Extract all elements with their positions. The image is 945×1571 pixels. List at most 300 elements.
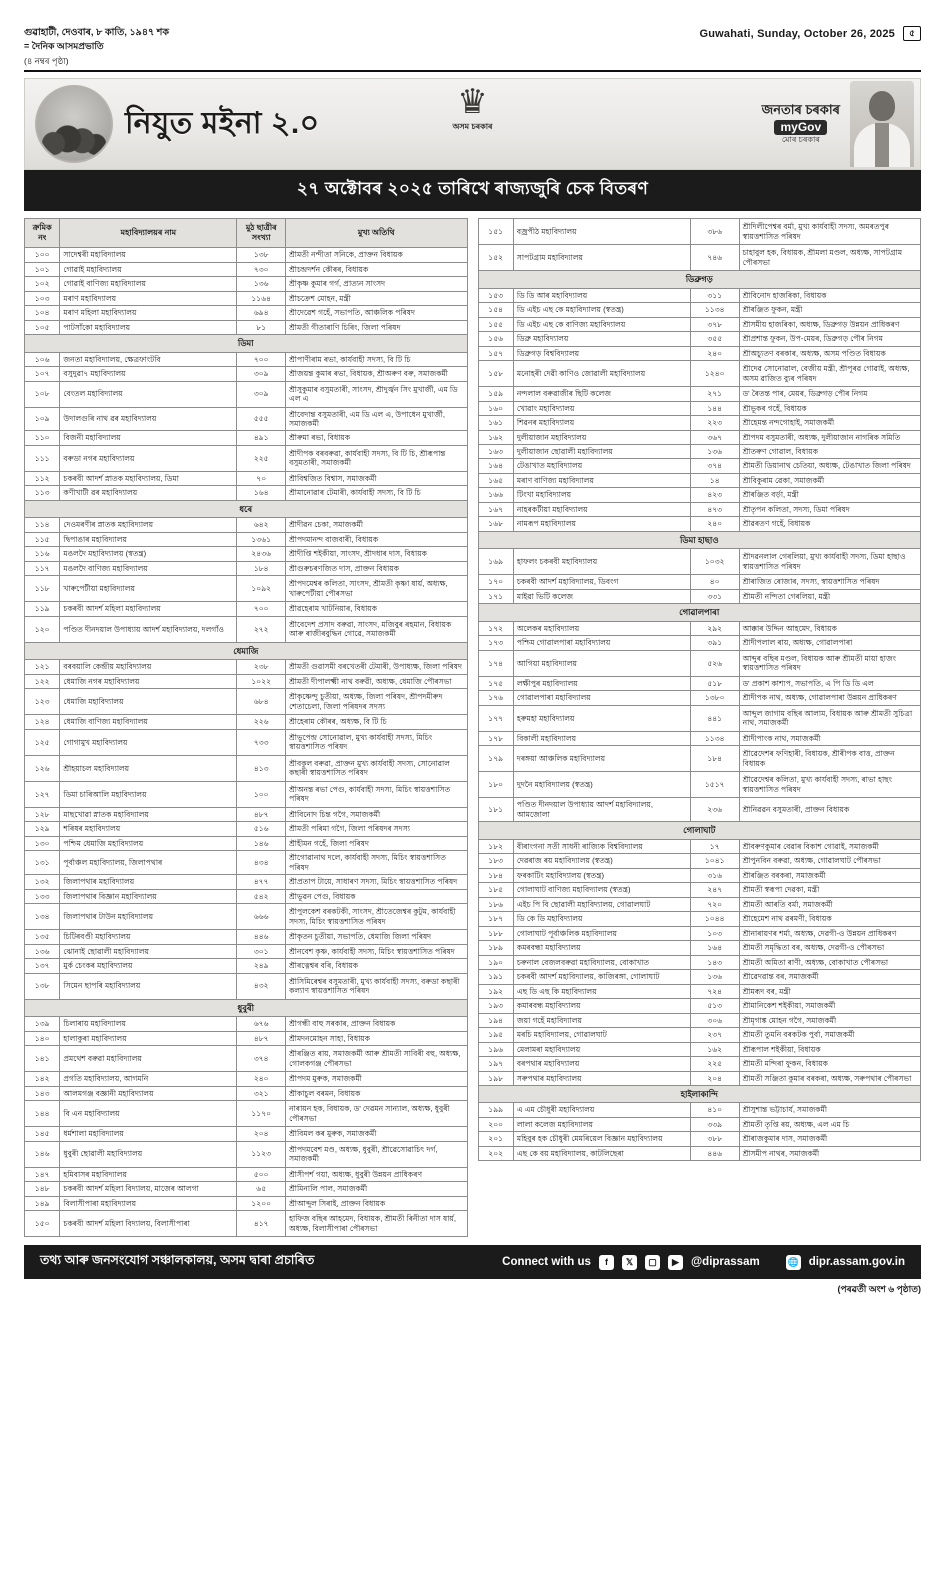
cell-chief-guest: শ্ৰীদৱনলাল গেৰলিয়া, মুখ্য কাৰ্যবাহী সদস্য, ডিমা হাছাও স্বায়ত্তশাসিত পৰিষদ: [739, 549, 920, 575]
cell-sl: ১৫৭: [478, 346, 513, 360]
cell-student-count: ১৩৬: [690, 444, 739, 458]
cell-sl: ১৪১: [25, 1046, 60, 1072]
cell-chief-guest: শ্ৰীবেদেশ প্ৰসাদ বৰুৱা, সাংসদ, মজিবুৰ ৰহমান, বিধায়ক আৰু ৰাজীৰবুদ্ধিন গোৱে, সমাজকৰ্মী: [286, 616, 467, 642]
cell-sl: ১৯১: [478, 970, 513, 984]
table-row: [25, 1017, 468, 1031]
table-row: [25, 729, 468, 755]
cell-chief-guest: শ্ৰীভূকৰ গহেঁ, বিধায়ক: [739, 401, 920, 415]
cell-sl: ১৪০: [25, 1031, 60, 1045]
cell-sl: ১৭০: [478, 575, 513, 589]
table-row: [25, 445, 468, 471]
cell-college-name: মাছখোৱা স্নাতক মহাবিদ্যালয়: [60, 807, 237, 821]
cell-student-count: ৪৪৬: [237, 930, 286, 944]
cell-chief-guest: শ্ৰীহীমন গহেঁ, জিলা পৰিষদ: [286, 836, 467, 850]
table-row: [478, 854, 921, 868]
cell-college-name: চিলাৰায় মহাবিদ্যালয়: [60, 1017, 237, 1031]
district-name: ডিমা: [25, 335, 468, 353]
cell-college-name: বিকালী মহাবিদ্যালয়: [513, 731, 690, 745]
cell-chief-guest: শ্ৰীৱেদৱান্ত বৰ, সমাজকৰ্মী: [739, 970, 920, 984]
cell-student-count: ৪৪১: [690, 705, 739, 731]
scheme-title: নিযুত মইনা ২.০: [125, 106, 320, 140]
cell-college-name: শ্ৰীহয়াচল মহাবিদ্যালয়: [60, 755, 237, 781]
cell-college-name: জিলাপথাৰ মহাবিদ্যালয়: [60, 875, 237, 889]
cell-student-count: ৪০: [690, 575, 739, 589]
cell-college-name: বৰুডা নগৰ মহাবিদ্যালয়: [60, 445, 237, 471]
cell-sl: ১১৬: [25, 547, 60, 561]
cell-college-name: দেওমৰণীৰ স্নাতক মহাবিদ্যালয়: [60, 518, 237, 532]
cell-sl: ১০৬: [25, 352, 60, 366]
cell-college-name: পশ্চিম ধেমাজি মহাবিদ্যালয়: [60, 836, 237, 850]
cell-sl: ১৩৪: [25, 904, 60, 930]
header-count: মুঠ ছাত্ৰীৰ সংখ্যা: [237, 219, 286, 248]
cell-student-count: ২০৪: [690, 1071, 739, 1085]
table-row: [25, 306, 468, 320]
cell-student-count: ১৬২: [690, 1042, 739, 1056]
table-row: [478, 746, 921, 772]
table-row: [25, 367, 468, 381]
cell-college-name: বেংতল মহাবিদ্যালয়: [60, 381, 237, 407]
cell-sl: ১৬৮: [478, 517, 513, 531]
table-row: [478, 502, 921, 516]
cell-sl: ১৬১: [478, 416, 513, 430]
cell-sl: ১৪৬: [25, 1141, 60, 1167]
cell-college-name: বসুদুৱা৭ মহাবিদ্যালয়: [60, 367, 237, 381]
cell-student-count: ২৩৬: [690, 798, 739, 822]
cell-college-name: কমৰবন্ধা মহাবিদ্যালয়: [513, 941, 690, 955]
cell-chief-guest: শ্ৰীমতী পৰিমা গগৈ, জিলা পৰিষদৰ সদস্য: [286, 822, 467, 836]
cell-college-name: দুলীয়াজান ছোৱালী মহাবিদ্যালয়: [513, 444, 690, 458]
cell-student-count: ৭০: [237, 471, 286, 485]
cell-student-count: ৩০৯: [237, 367, 286, 381]
cell-sl: ১১৯: [25, 602, 60, 616]
cell-chief-guest: শ্ৰীৰঞ্জিত বৰ্ড়া, মন্ত্ৰী: [739, 488, 920, 502]
cell-student-count: ২৪৯: [237, 959, 286, 973]
youtube-icon[interactable]: ▶: [668, 1255, 683, 1270]
banner-left: [35, 85, 320, 163]
cell-sl: ১৪৪: [25, 1101, 60, 1127]
cell-college-name: মহিবুৰ হক চৌধুৰী মেমৰিয়েল বিজ্ঞান মহাবিদ্যালয়: [513, 1132, 690, 1146]
cell-student-count: ৫০০: [237, 1167, 286, 1181]
cell-sl: ১৯০: [478, 955, 513, 969]
table-row: [478, 430, 921, 444]
cell-student-count: ১১৭০: [237, 1101, 286, 1127]
cell-chief-guest: শ্ৰীবিনোদ চিন্ত গগৈ, সমাজকৰ্মী: [286, 807, 467, 821]
table-row: [478, 1132, 921, 1146]
table-row: [25, 1182, 468, 1196]
table-row: [25, 807, 468, 821]
cell-student-count: ৬৭৬: [237, 1017, 286, 1031]
cell-student-count: ২৩৮: [237, 660, 286, 674]
cell-student-count: ১০২২: [237, 674, 286, 688]
emblem-caption: অসম চৰকাৰ: [452, 122, 493, 132]
cell-sl: ১০২: [25, 277, 60, 291]
cell-student-count: ১৩৬: [690, 970, 739, 984]
table-row: [25, 248, 468, 262]
cell-sl: ১৪৫: [25, 1127, 60, 1141]
cell-student-count: ১৩৮০: [690, 691, 739, 705]
cell-sl: ১১৫: [25, 532, 60, 546]
cell-college-name: লক্ষীপুৰ মহাবিদ্যালয়: [513, 676, 690, 690]
cell-chief-guest: শ্ৰীবিকুৰাম ৱেকা, সমাজকৰ্মী: [739, 473, 920, 487]
table-row: [25, 1196, 468, 1210]
cell-college-name: ডি এইচ এছ কে মহাবিদ্যালয় (স্বতন্ত্ৰ): [513, 303, 690, 317]
table-row: [25, 291, 468, 305]
table-row: [25, 836, 468, 850]
cell-college-name: মনোহৰী দেৱী কাণিও জোৱালী মহাবিদ্যালয়: [513, 361, 690, 387]
cell-student-count: ২২৩: [690, 416, 739, 430]
header-sl: ক্ৰমিক নং: [25, 219, 60, 248]
district-header-row: [478, 531, 921, 549]
cell-sl: ১৯৬: [478, 1042, 513, 1056]
cell-college-name: পণ্ডিত দীনদয়াল উপাধ্যায় আদৰ্শ মহাবিদ্যালয়, আমজোলা: [513, 798, 690, 822]
cell-chief-guest: শ্ৰীআব্দুল সিৰাই, প্ৰাক্তন বিধায়ক: [286, 1196, 467, 1210]
cell-chief-guest: হাফিজ বছিৰ আহমেদ, বিধায়ক, শ্ৰীমতী ৰিনীতা দাস ষাৰ্য়, অধ্যক্ষ, বিলাসীপাৰা পৌৰসভা: [286, 1211, 467, 1237]
cell-college-name: চিটিৰবণ্ডী মহাবিদ্যালয়: [60, 930, 237, 944]
cell-chief-guest: ড' প্ৰকাশ কাশ্যপ, সভাপতি, এ পি ডি ডি এল: [739, 676, 920, 690]
cell-college-name: চকৰবী আদৰ্শ মহিলা বিদ্যালয়, বিলাসীপাৰা: [60, 1211, 237, 1237]
government-emblem: [413, 85, 533, 134]
table-row: [25, 616, 468, 642]
cell-sl: ১২৯: [25, 822, 60, 836]
cell-sl: ১৮১: [478, 798, 513, 822]
cell-sl: ১৭১: [478, 589, 513, 603]
cell-student-count: ৪২৩: [690, 488, 739, 502]
cell-college-name: মৰাণ বাণিজ্য মহাবিদ্যালয়: [513, 473, 690, 487]
cell-chief-guest: চাহাবুল হক, বিধায়ক, শ্ৰীমলা মণ্ডল, অধ্যক্ষ, সাপটগ্ৰাম পৌৰসভা: [739, 245, 920, 271]
cell-sl: ১৮৭: [478, 912, 513, 926]
cell-chief-guest: আক্কাৰ উদ্দিন আহমেদ, বিধায়ক: [739, 621, 920, 635]
cell-chief-guest: শ্ৰীপ্ৰশান্ত ফুকন, উপ-মেয়ৰ, ডিব্ৰুগড় পৌৰ নিগম: [739, 332, 920, 346]
cell-student-count: ৩১১: [690, 288, 739, 302]
cell-student-count: ৪৮৭: [237, 1031, 286, 1045]
cell-student-count: ৩১৬: [690, 868, 739, 882]
district-header-row: [25, 500, 468, 518]
table-row: [478, 731, 921, 745]
cell-chief-guest: শ্ৰীপদমানন্দ বাজবাৰী, বিধায়ক: [286, 532, 467, 546]
masthead-page-note: (৪ নম্বৰ পৃষ্ঠা): [24, 55, 69, 66]
cell-student-count: ৪১৩: [237, 755, 286, 781]
cell-sl: ১৯৩: [478, 999, 513, 1013]
cell-chief-guest: শ্ৰীমানিকেশ শইকীয়া, সমাজকৰ্মী: [739, 999, 920, 1013]
cell-college-name: মেলামৰা মহাবিদ্যালয়: [513, 1042, 690, 1056]
cell-student-count: ৬৪২: [237, 518, 286, 532]
family-photo-icon: [35, 85, 113, 163]
instagram-icon[interactable]: ▢: [645, 1255, 660, 1270]
mygov-logo: [762, 103, 840, 145]
district-header-row: [478, 822, 921, 840]
table-row: [478, 636, 921, 650]
cell-student-count: ৪১৭: [237, 1211, 286, 1237]
cell-college-name: দুদনৈ মহাবিদ্যালয় (স্বতন্ত্ৰ): [513, 772, 690, 798]
cell-sl: ১৫৫: [478, 317, 513, 331]
district-header-row: [25, 999, 468, 1017]
table-row: [478, 676, 921, 690]
district-name: গোৱালপাৰা: [478, 604, 921, 622]
footer-social: [502, 1255, 905, 1270]
cell-student-count: ৩০৬: [690, 1013, 739, 1027]
table-row: [25, 822, 468, 836]
cell-sl: ১২২: [25, 674, 60, 688]
cell-college-name: ধেমাজি নগৰ মহাবিদ্যালয়: [60, 674, 237, 688]
cell-college-name: ডি এইচ এছ কে বাণিজ্য মহাবিদ্যালয়: [513, 317, 690, 331]
cell-sl: ১৮৯: [478, 941, 513, 955]
page-footer: [24, 1245, 921, 1279]
cell-college-name: জিলাপথাৰ বিজ্ঞান মহাবিদ্যালয়: [60, 889, 237, 903]
cell-student-count: ১৩৬: [237, 277, 286, 291]
cell-chief-guest: শ্ৰীহেমেশ নাথ ৱৰমণী, বিধায়ক: [739, 912, 920, 926]
cell-chief-guest: শ্ৰীদীৱন চেকা, সমাজকৰ্মী: [286, 518, 467, 532]
cell-college-name: আলমগঞ্জ বজ্ঞানী মহাবিদ্যালয়: [60, 1086, 237, 1100]
cell-sl: ১১৮: [25, 576, 60, 602]
website-url[interactable]: dipr.assam.gov.in: [808, 1256, 905, 1269]
distribution-subtitle: ২৭ অক্টোবৰ ২০২৫ তাৰিখে ৰাজ্যজুৰি চেক বিতৰণ: [24, 170, 921, 211]
cell-student-count: ৭২৪: [690, 984, 739, 998]
table-row: [478, 970, 921, 984]
cell-student-count: ২৩৭: [690, 1028, 739, 1042]
cell-student-count: ১১৩৪: [690, 303, 739, 317]
cell-student-count: ৩৩৯: [690, 1117, 739, 1131]
table-row: [478, 883, 921, 897]
table-row: [25, 277, 468, 291]
table-row: [25, 781, 468, 807]
cell-sl: ১২০: [25, 616, 60, 642]
table-row: [478, 955, 921, 969]
cell-student-count: ১০০: [237, 781, 286, 807]
cell-sl: ১০৭: [25, 367, 60, 381]
cell-student-count: ২৪০: [690, 517, 739, 531]
cell-sl: ১৫৩: [478, 288, 513, 302]
cell-chief-guest: শ্ৰীমৃগাঙ্ক মোহন গগৈ, সমাজকৰ্মী: [739, 1013, 920, 1027]
cell-student-count: ৩৯১: [690, 636, 739, 650]
cell-chief-guest: শ্ৰীহেমন্ত নন্দগোহাই, সমাজকৰ্মী: [739, 416, 920, 430]
cell-chief-guest: শ্ৰীবেদান্ত বসুমতাৰী, এম ডি এল এ, উপাধেন মুখাৰ্জী, সমাজকৰ্মী: [286, 407, 467, 431]
cell-sl: ১৬৫: [478, 473, 513, 487]
table-row: [25, 1031, 468, 1045]
table-row: [478, 549, 921, 575]
cell-student-count: ৪১০: [690, 1103, 739, 1117]
table-row: [25, 973, 468, 999]
table-row: [478, 650, 921, 676]
district-header-row: [478, 1085, 921, 1103]
facebook-icon[interactable]: f: [599, 1255, 614, 1270]
cell-sl: ১৯৫: [478, 1028, 513, 1042]
cell-chief-guest: শ্ৰীসুকুমাৰ বসুমতাৰী, সাংসদ, শ্ৰীদুৰ্জ্বন সিং মুখাৰ্জী, এম ডি এল এ: [286, 381, 467, 407]
table-row: [478, 575, 921, 589]
table-row: [478, 459, 921, 473]
district-name: ডিমা হাছাও: [478, 531, 921, 549]
cell-college-name: ডিব্ৰু মহাবিদ্যালয়: [513, 332, 690, 346]
cell-college-name: গোলাঘাট বাণিজ্য মহাবিদ্যালয় (স্বতন্ত্ৰ): [513, 883, 690, 897]
cell-sl: ১৯৯: [478, 1103, 513, 1117]
cell-college-name: নন্দলাল বৰুৱাজীৰ ছিটি কলেজ: [513, 387, 690, 401]
banner-right: [762, 81, 914, 167]
cell-college-name: সাদেশ্বৰী মহাবিদ্যালয়: [60, 248, 237, 262]
cell-college-name: চকৰবী আদৰ্শ মহাবিদ্যালয়, ডিবংগ: [513, 575, 690, 589]
cell-student-count: ১৪৬: [237, 836, 286, 850]
table-row: [25, 1086, 468, 1100]
cell-sl: ১৮২: [478, 839, 513, 853]
table-row: [478, 1042, 921, 1056]
cell-chief-guest: শ্ৰীদেৱেশ গহেঁ, সভাপতি, আঞ্চলিক পৰিষদ: [286, 306, 467, 320]
cell-college-name: ধুবুৰী ছোৱালী মহাবিদ্যালয়: [60, 1141, 237, 1167]
table-row: [25, 889, 468, 903]
masthead-right: [700, 26, 922, 41]
cell-college-name: জিলাপথাৰ টাউন মহাবিদ্যালয়: [60, 904, 237, 930]
district-name: ধেমাজি: [25, 642, 468, 660]
cell-chief-guest: শ্ৰীৰত্নেশ্বৰ বৰি, বিধায়ক: [286, 959, 467, 973]
cell-student-count: ৭৩৩: [237, 729, 286, 755]
cell-chief-guest: শ্ৰীপ্ৰতাপ টায়ে, সাধাৰণ সদস্য, মিচিং স্বায়ত্তশাসিত পৰিষদ: [286, 875, 467, 889]
cell-chief-guest: শ্ৰীসীপৰ্শ গয়া, অধ্যক্ষ, ধুবুৰী উন্নয়ন প্ৰাধিকৰণ: [286, 1167, 467, 1181]
cell-student-count: ৩৮৬: [690, 219, 739, 245]
cell-college-name: গোলাঘাট পূৰ্বাঞ্চলিক মহাবিদ্যালয়: [513, 926, 690, 940]
table-row: [478, 444, 921, 458]
cell-chief-guest: শ্ৰীৰঞ্জিত ফুকন, মন্ত্ৰী: [739, 303, 920, 317]
cell-sl: ১৯৭: [478, 1057, 513, 1071]
cell-college-name: পশ্চিম গোৱালপাৰা মহাবিদ্যালয়: [513, 636, 690, 650]
cell-sl: ১৯২: [478, 984, 513, 998]
cell-chief-guest: শ্ৰীমদনমোহন সাহা, বিধায়ক: [286, 1031, 467, 1045]
college-table-left: [24, 218, 468, 1237]
globe-icon[interactable]: 🌐: [786, 1255, 801, 1270]
cell-college-name: টেঙাখাত মহাবিদ্যালয়: [513, 459, 690, 473]
cell-chief-guest: শ্ৰীকৃষ্ণেন্দু চুতীয়া, অধ্যক্ষ, জিলা পৰিষদ, শ্ৰীপদমীৰুদ শেতাচেলা, জিলা পৰিষদৰ সদস্য: [286, 689, 467, 715]
table-row: [478, 401, 921, 415]
cell-college-name: এছ কে বয় মহাবিদ্যালয়, কাটলিছেৰা: [513, 1146, 690, 1160]
cell-chief-guest: শ্ৰীৰুমা ৰভা, বিধায়ক: [286, 431, 467, 445]
left-column: [24, 218, 468, 1237]
cell-sl: ১০৩: [25, 291, 60, 305]
portrait-head-shape: [869, 91, 895, 121]
table-row: [478, 705, 921, 731]
cell-student-count: ২২৫: [690, 1057, 739, 1071]
cell-sl: ১১২: [25, 471, 60, 485]
cell-chief-guest: শ্ৰীসমীয় হাজৰিকা, অধ্যক্ষ, ডিব্ৰুগড় উন্নয়ন প্ৰাধিকৰণ: [739, 317, 920, 331]
cell-chief-guest: শ্ৰীদীপক বৰবৰুৱা, কাৰ্যবাহী সদস্য, বি টি চি, শ্ৰীৰূপান্ত বসুমতাৰী, সমাজকৰ্মী: [286, 445, 467, 471]
cell-college-name: শিৱনৰ মহাবিদ্যালয়: [513, 416, 690, 430]
cell-student-count: ৫৪২: [237, 889, 286, 903]
cell-sl: ১১৭: [25, 561, 60, 575]
cell-student-count: ২২৫: [237, 445, 286, 471]
table-row: [25, 431, 468, 445]
cell-student-count: ১৩৮: [237, 248, 286, 262]
cell-sl: ১৩৮: [25, 973, 60, 999]
table-row: [478, 416, 921, 430]
table-row: [25, 660, 468, 674]
cell-chief-guest: শ্ৰীগুৰুচৰণজিত দাস, প্ৰাক্তন বিধায়ক: [286, 561, 467, 575]
cell-student-count: ২২৬: [237, 715, 286, 729]
cell-sl: ১০৪: [25, 306, 60, 320]
cell-chief-guest: শ্ৰীপাণীৰাম ৰভা, কাৰ্যবাহী সদস্য, বি টি চি: [286, 352, 467, 366]
header-college: মহাবিদ্যালয়ৰ নাম: [60, 219, 237, 248]
table-row: [478, 941, 921, 955]
cell-sl: ২০০: [478, 1117, 513, 1131]
cell-sl: ১৪৯: [25, 1196, 60, 1210]
footer-publisher: তথ্য আৰু জনসংযোগ সঞ্চালকালয়, অসম দ্বাৰা প্ৰচাৰিত: [40, 1253, 315, 1268]
cell-chief-guest: শ্ৰীনবেশ কৃষ্ণ, কাৰ্যবাহী সদস্য, মিচিং স্বায়ত্তশাসিত পৰিষদ: [286, 944, 467, 958]
cell-student-count: ৬৫: [237, 1182, 286, 1196]
continued-note: (পৰৱৰ্তী অংশ ৬ পৃষ্ঠাত): [837, 1284, 921, 1295]
cell-chief-guest: শ্ৰীসিমিৰেশ্বৰ বসুমতাৰী, মুখ্য কাৰ্যবাহী সদস্য, বৰুডা কছাৰী কল্যাণ স্বায়ত্তশাসিত পৰিষদ: [286, 973, 467, 999]
cell-sl: ১১১: [25, 445, 60, 471]
cell-chief-guest: শ্ৰীপদম মুৰুক, সমাজকৰ্মী: [286, 1072, 467, 1086]
table-row: [25, 320, 468, 334]
cell-student-count: ৩৭৪: [690, 459, 739, 473]
cell-sl: ১০১: [25, 262, 60, 276]
cell-sl: ১৭৮: [478, 731, 513, 745]
cell-student-count: ১৮৪: [237, 561, 286, 575]
cell-chief-guest: শ্ৰীমতী তুমনি বৰকটক পুৰ্বা, সমাজকৰ্মী: [739, 1028, 920, 1042]
cell-college-name: মুৰ্ক চেংকৰ মহাবিদ্যালয়: [60, 959, 237, 973]
table-row: [478, 361, 921, 387]
table-row: [25, 1141, 468, 1167]
cell-student-count: ৫৫৫: [237, 407, 286, 431]
cell-chief-guest: শ্ৰীমৰূদ বৰ, মন্ত্ৰী: [739, 984, 920, 998]
family-silhouette-icon: [42, 115, 106, 161]
x-icon[interactable]: 𝕏: [622, 1255, 637, 1270]
cell-student-count: ৭৪৬: [690, 245, 739, 271]
cell-college-name: দেৱৰাজ ৰয় মহাবিদ্যালয় (স্বতন্ত্ৰ): [513, 854, 690, 868]
cell-sl: ১৭২: [478, 621, 513, 635]
table-row: [478, 288, 921, 302]
table-row: [478, 346, 921, 360]
cell-sl: ১৭৭: [478, 705, 513, 731]
cell-student-count: ৪৩২: [237, 973, 286, 999]
cell-student-count: ৩৩১: [690, 589, 739, 603]
cell-chief-guest: শ্ৰীমতী ডিয়ানাথ চেতিয়া, অধ্যক্ষ, টেঙাখাত জিলা পৰিষদ: [739, 459, 920, 473]
social-handle[interactable]: @diprassam: [690, 1256, 760, 1269]
cell-student-count: ৪৭৭: [237, 875, 286, 889]
cell-sl: ১৬২: [478, 430, 513, 444]
cell-chief-guest: শ্ৰীদেৱ সোনোৱাল, বেজীয় মন্ত্ৰী, শ্ৰীপূৰৱ গোৱাই, অধ্যক্ষ, অসম ৱাজিত ব্যুৰ পৰিষদ: [739, 361, 920, 387]
cell-sl: ১৮৩: [478, 854, 513, 868]
cell-chief-guest: শ্ৰীপদম বসুমতাৰী, অধ্যক্ষ, দুলীয়াজান নাগৰিক সমিতি: [739, 430, 920, 444]
table-row: [478, 488, 921, 502]
table-row: [25, 674, 468, 688]
cell-college-name: চকৰবী আদৰ্শ স্নাতক মহাবিদ্যালয়, ডিমা: [60, 471, 237, 485]
table-row: [478, 1071, 921, 1085]
cell-college-name: হাফলং চকৰবী মহাবিদ্যালয়: [513, 549, 690, 575]
cell-sl: ১৪৮: [25, 1182, 60, 1196]
cell-chief-guest: শ্ৰীপদমেশ্বৰ কলিতা, সাংসদ, শ্ৰীমতী কৃষ্ণা ষাৰ্য়, অধ্যক্ষ, খাৰুপেটীয়া পৌৰসভা: [286, 576, 467, 602]
cell-college-name: খোৱাং মহাবিদ্যালয়: [513, 401, 690, 415]
table-row: [25, 944, 468, 958]
page-number-badge: ৫: [903, 26, 921, 41]
cell-chief-guest: শ্ৰীভূপেন্দ্ৰ সোনোৱাল, মুখ্য কাৰ্যবাহী সদস্য, মিচিং স্বায়ত্তশাসিত পৰিষদ: [286, 729, 467, 755]
cell-sl: ১২৪: [25, 715, 60, 729]
cell-sl: ১২৭: [25, 781, 60, 807]
cell-chief-guest: শ্ৰীমতী দীপালক্ষ্মী নাথ বৰুৱী, অধ্যক্ষ, ধেমাজি পৌৰসভা: [286, 674, 467, 688]
cell-student-count: ১৬৪: [237, 486, 286, 500]
cell-chief-guest: শ্ৰীজয়ন্ত কুমাৰ ৰভা, বিধায়ক, শ্ৰীঅৰুণ বৰু, সমাজকৰ্মী: [286, 367, 467, 381]
table-row: [478, 926, 921, 940]
table-row: [478, 219, 921, 245]
table-row: [25, 471, 468, 485]
cell-college-name: চকৰবী আদৰ্শ মহিলা মহাবিদ্যালয়: [60, 602, 237, 616]
cell-college-name: গোৱাই মহাবিদ্যালয়: [60, 262, 237, 276]
table-row: [478, 589, 921, 603]
cell-chief-guest: শ্ৰীবিমল কৰ মুৰুক, সমাজকৰ্মী: [286, 1127, 467, 1141]
table-row: [25, 689, 468, 715]
cell-sl: ১১০: [25, 431, 60, 445]
district-name: গোলাঘাট: [478, 822, 921, 840]
cell-chief-guest: ড' ৰৈতন্ত পাৰ, মেয়ৰ, ডিব্ৰুগড় পৌৰ নিগম: [739, 387, 920, 401]
cell-college-name: অলেকৰ মহাবিদ্যালয়: [513, 621, 690, 635]
cell-student-count: ১০৯২: [237, 576, 286, 602]
cell-college-name: এ এম চৌধুৰী মহাবিদ্যালয়: [513, 1103, 690, 1117]
cell-student-count: ৪৯১: [237, 431, 286, 445]
cell-student-count: ১৭: [690, 839, 739, 853]
